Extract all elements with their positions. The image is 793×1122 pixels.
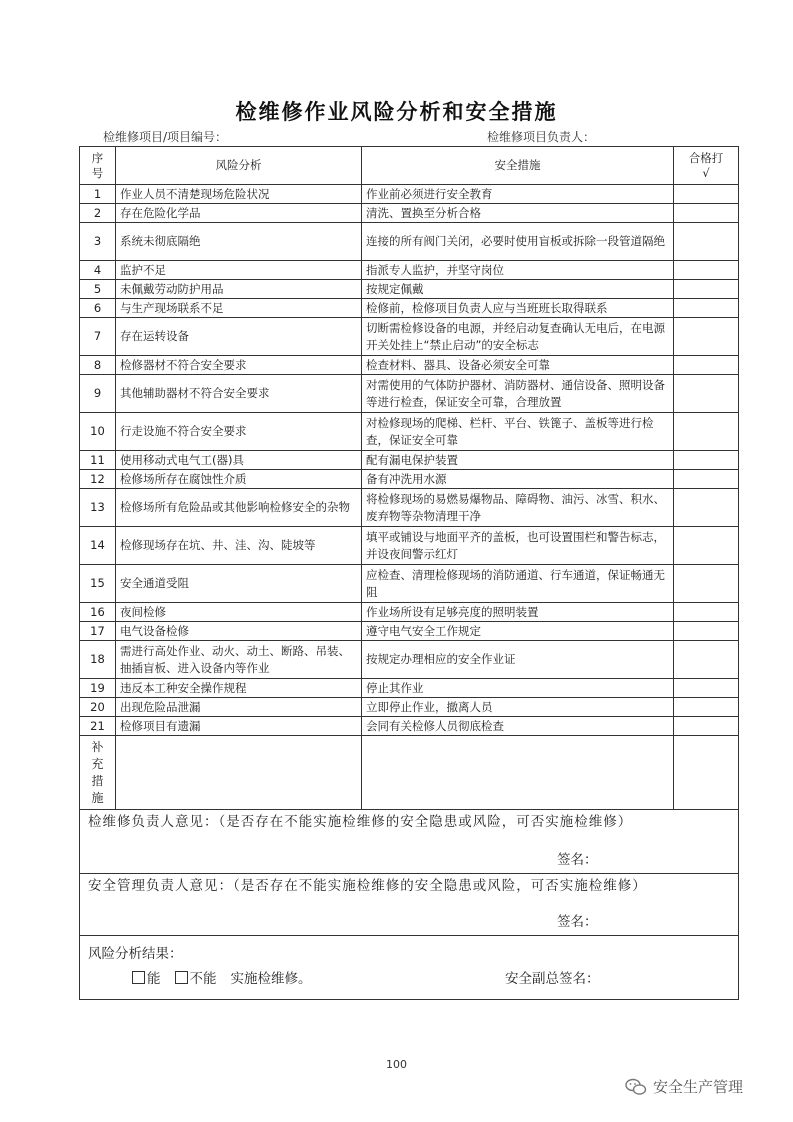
risk-cell: 未佩戴劳动防护用品 <box>116 280 362 299</box>
measure-cell: 检修前，检修项目负责人应与当班班长取得联系 <box>362 299 674 318</box>
row-number: 3 <box>80 223 116 261</box>
result-row <box>80 936 739 1000</box>
measure-cell: 配有漏电保护装置 <box>362 451 674 470</box>
risk-cell: 检修场所存在腐蚀性介质 <box>116 470 362 489</box>
check-cell[interactable] <box>674 261 739 280</box>
result-title: 风险分析结果： <box>88 946 183 962</box>
row-number: 21 <box>80 717 116 736</box>
risk-cell: 安全通道受阻 <box>116 565 362 603</box>
risk-cell: 检修器材不符合安全要求 <box>116 356 362 375</box>
row-number: 1 <box>80 185 116 204</box>
check-cell[interactable] <box>674 413 739 451</box>
measure-cell: 作业前必须进行安全教育 <box>362 185 674 204</box>
row-number: 18 <box>80 641 116 679</box>
row-number: 16 <box>80 603 116 622</box>
project-leader-label: 检维修项目负责人： <box>487 130 596 144</box>
check-cell[interactable] <box>674 204 739 223</box>
table-row <box>80 261 739 280</box>
page-number: 100 <box>386 1058 407 1071</box>
row-number: 6 <box>80 299 116 318</box>
header-check <box>674 147 739 185</box>
risk-cell: 系统未彻底隔绝 <box>116 223 362 261</box>
measure-cell: 作业场所设有足够亮度的照明装置 <box>362 603 674 622</box>
header-measure: 安全措施 <box>362 147 674 185</box>
check-cell[interactable] <box>674 622 739 641</box>
supplement-char: 施 <box>91 790 104 805</box>
maintenance-leader-opinion[interactable] <box>80 810 739 874</box>
supplement-row <box>80 736 739 810</box>
opinion1-row <box>80 810 739 874</box>
header-check-line: √ <box>702 165 710 180</box>
supplement-check-cell[interactable] <box>674 736 739 810</box>
deputy-gm-sign: 安全副总签名： <box>505 971 600 987</box>
risk-cell: 监护不足 <box>116 261 362 280</box>
risk-cell: 存在危险化学品 <box>116 204 362 223</box>
check-cell[interactable] <box>674 299 739 318</box>
table-row <box>80 223 739 261</box>
measure-cell: 将检修现场的易燃易爆物品、障碍物、油污、冰雪、积水、废弃物等杂物清理干净 <box>362 489 674 527</box>
check-cell[interactable] <box>674 318 739 356</box>
table-header-row <box>80 147 739 185</box>
measure-cell: 填平或铺设与地面平齐的盖板，也可设置围栏和警告标志，并设夜间警示红灯 <box>362 527 674 565</box>
row-number: 17 <box>80 622 116 641</box>
risk-cell: 夜间检修 <box>116 603 362 622</box>
measure-cell: 对检修现场的爬梯、栏杆、平台、铁篦子、盖板等进行检查，保证安全可靠 <box>362 413 674 451</box>
supplement-label <box>80 736 116 810</box>
risk-cell: 检修项目有遗漏 <box>116 717 362 736</box>
header-no-line: 序 <box>91 150 104 165</box>
table-row <box>80 603 739 622</box>
measure-cell: 连接的所有阀门关闭，必要时使用盲板或拆除一段管道隔绝 <box>362 223 674 261</box>
table-row <box>80 527 739 565</box>
measure-cell: 会同有关检修人员彻底检查 <box>362 717 674 736</box>
risk-cell: 电气设备检修 <box>116 622 362 641</box>
table-row <box>80 375 739 413</box>
check-cell[interactable] <box>674 470 739 489</box>
measure-cell: 切断需检修设备的电源，并经启动复查确认无电后，在电源开关处挂上“禁止启动”的安全标志 <box>362 318 674 356</box>
opinion2-row <box>80 874 739 936</box>
risk-cell: 行走设施不符合安全要求 <box>116 413 362 451</box>
result-options <box>132 971 312 988</box>
risk-table <box>79 146 739 1000</box>
supplement-measure-cell[interactable] <box>362 736 674 810</box>
opinion1-text: 检维修负责人意见：（是否存在不能实施检维修的安全隐患或风险，可否实施检维修） <box>88 814 633 830</box>
supplement-char: 充 <box>91 756 104 771</box>
check-cell[interactable] <box>674 185 739 204</box>
row-number: 20 <box>80 698 116 717</box>
project-id-label: 检维修项目/项目编号： <box>103 130 228 144</box>
table-row <box>80 717 739 736</box>
table-row <box>80 318 739 356</box>
risk-cell: 其他辅助器材不符合安全要求 <box>116 375 362 413</box>
row-number: 7 <box>80 318 116 356</box>
check-cell[interactable] <box>674 451 739 470</box>
risk-cell: 检修场所有危险品或其他影响检修安全的杂物 <box>116 489 362 527</box>
header-risk: 风险分析 <box>116 147 362 185</box>
check-cell[interactable] <box>674 698 739 717</box>
measure-cell: 备有冲洗用水源 <box>362 470 674 489</box>
risk-cell: 存在运转设备 <box>116 318 362 356</box>
risk-result <box>80 936 739 1000</box>
check-cell[interactable] <box>674 565 739 603</box>
check-cell[interactable] <box>674 641 739 679</box>
table-row <box>80 565 739 603</box>
check-cell[interactable] <box>674 527 739 565</box>
checkbox-no[interactable] <box>175 971 188 984</box>
wechat-icon <box>625 1078 647 1096</box>
table-row <box>80 356 739 375</box>
row-number: 14 <box>80 527 116 565</box>
measure-cell: 检查材料、器具、设备必须安全可靠 <box>362 356 674 375</box>
check-cell[interactable] <box>674 280 739 299</box>
measure-cell: 指派专人监护，并坚守岗位 <box>362 261 674 280</box>
measure-cell: 清洗、置换至分析合格 <box>362 204 674 223</box>
header-no <box>80 147 116 185</box>
check-cell[interactable] <box>674 375 739 413</box>
measure-cell: 立即停止作业，撤离人员 <box>362 698 674 717</box>
row-number: 5 <box>80 280 116 299</box>
row-number: 10 <box>80 413 116 451</box>
row-number: 13 <box>80 489 116 527</box>
check-cell[interactable] <box>674 679 739 698</box>
row-number: 4 <box>80 261 116 280</box>
table-row <box>80 679 739 698</box>
check-cell[interactable] <box>674 223 739 261</box>
measure-cell: 遵守电气安全工作规定 <box>362 622 674 641</box>
measure-cell: 按规定佩戴 <box>362 280 674 299</box>
risk-cell: 出现危险品泄漏 <box>116 698 362 717</box>
result-suffix: 实施检维修。 <box>230 971 312 987</box>
header-no-line: 号 <box>91 165 104 180</box>
table-row <box>80 185 739 204</box>
table-row <box>80 622 739 641</box>
row-number: 15 <box>80 565 116 603</box>
measure-cell: 停止其作业 <box>362 679 674 698</box>
risk-cell: 需进行高处作业、动火、动土、断路、吊装、抽插盲板、进入设备内等作业 <box>116 641 362 679</box>
check-cell[interactable] <box>674 603 739 622</box>
checkbox-yes[interactable] <box>132 971 145 984</box>
option-no-label: 不能 <box>189 971 217 987</box>
measure-cell: 对需使用的气体防护器材、消防器材、通信设备、照明设备等进行检查，保证安全可靠，合理放置 <box>362 375 674 413</box>
row-number: 11 <box>80 451 116 470</box>
safety-manager-opinion[interactable] <box>80 874 739 936</box>
row-number: 8 <box>80 356 116 375</box>
opinion2-text: 安全管理负责人意见：（是否存在不能实施检维修的安全隐患或风险，可否实施检维修） <box>88 878 647 894</box>
row-number: 2 <box>80 204 116 223</box>
page-title: 检维修作业风险分析和安全措施 <box>235 100 558 124</box>
table-row <box>80 280 739 299</box>
check-cell[interactable] <box>674 717 739 736</box>
table-row <box>80 413 739 451</box>
row-number: 19 <box>80 679 116 698</box>
supplement-risk-cell[interactable] <box>116 736 362 810</box>
option-yes-label: 能 <box>147 971 161 987</box>
table-row <box>80 204 739 223</box>
table-row <box>80 299 739 318</box>
opinion1-sign: 签名： <box>557 852 598 868</box>
opinion2-sign: 签名： <box>557 914 598 930</box>
risk-cell: 使用移动式电气工(器)具 <box>116 451 362 470</box>
header-check-line: 合格打 <box>688 150 724 165</box>
table-row <box>80 451 739 470</box>
risk-cell: 违反本工种安全操作规程 <box>116 679 362 698</box>
table-row <box>80 641 739 679</box>
table-row <box>80 470 739 489</box>
table-row <box>80 698 739 717</box>
risk-cell: 检修现场存在坑、井、洼、沟、陡坡等 <box>116 527 362 565</box>
watermark <box>625 1076 743 1097</box>
risk-cell: 作业人员不清楚现场危险状况 <box>116 185 362 204</box>
supplement-char: 补 <box>91 739 104 754</box>
check-cell[interactable] <box>674 489 739 527</box>
supplement-char: 措 <box>91 773 104 788</box>
watermark-text: 安全生产管理 <box>653 1078 744 1096</box>
row-number: 12 <box>80 470 116 489</box>
check-cell[interactable] <box>674 356 739 375</box>
table-row <box>80 489 739 527</box>
measure-cell: 应检查、清理检修现场的消防通道、行车通道，保证畅通无阻 <box>362 565 674 603</box>
risk-cell: 与生产现场联系不足 <box>116 299 362 318</box>
row-number: 9 <box>80 375 116 413</box>
measure-cell: 按规定办理相应的安全作业证 <box>362 641 674 679</box>
